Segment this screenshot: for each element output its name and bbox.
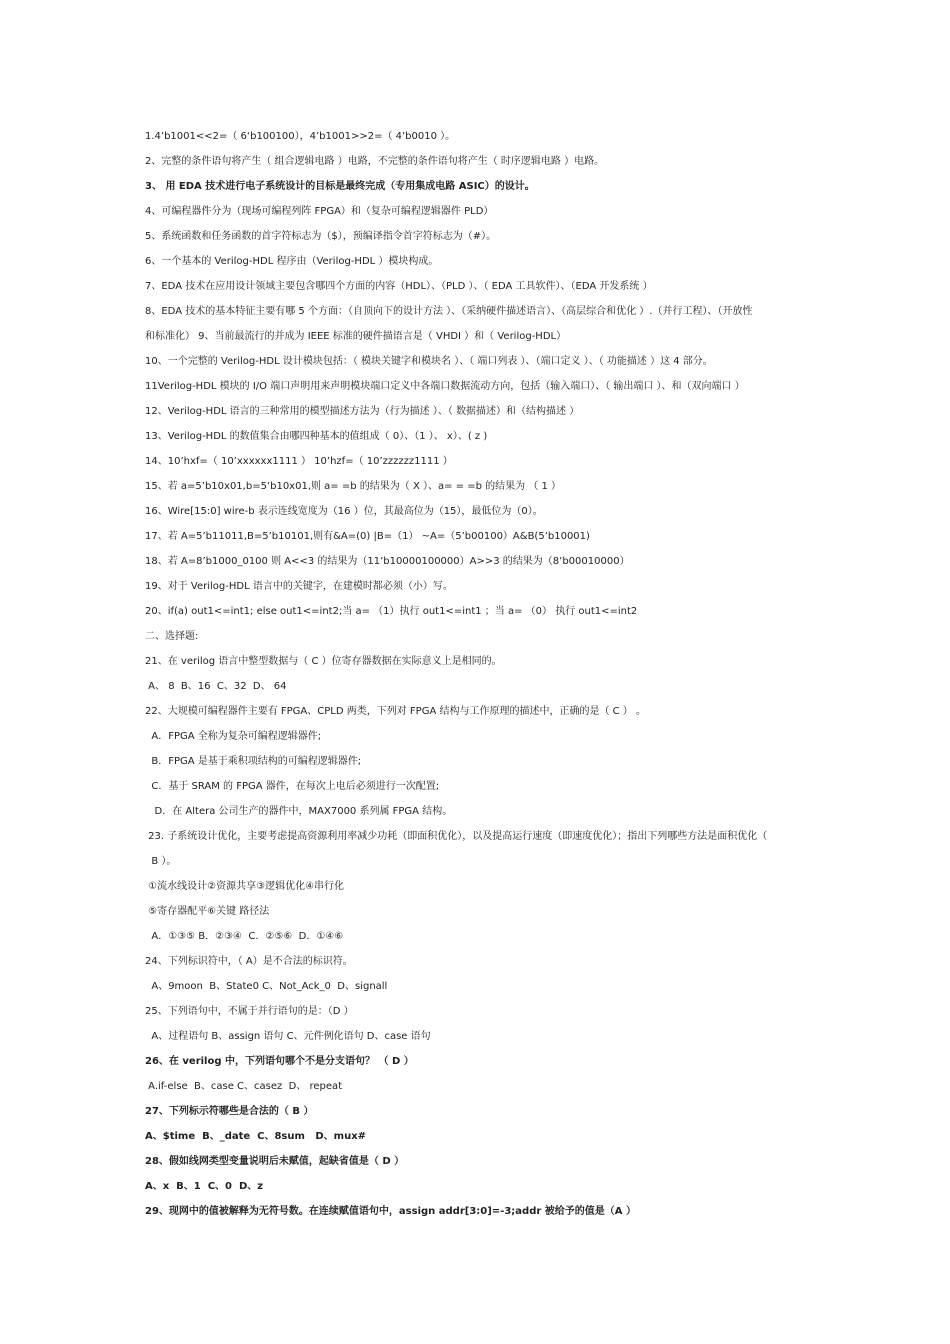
text-line: 2、完整的条件语句将产生（ 组合逻辑电路 ）电路，不完整的条件语句将产生（ 时序逻辑电路 ）电路。 xyxy=(145,156,605,167)
text-line: 21、在 verilog 语言中整型数据与（ C ）位寄存器数据在实际意义上是相同的。 xyxy=(145,656,502,667)
text-line: 23. 子系统设计优化，主要考虑提高资源利用率减少功耗（即面积优化），以及提高运行速度（即速度优化）；指出下列哪些方法是面积优化（ xyxy=(145,831,768,842)
text-line: 3、 用 EDA 技术进行电子系统设计的目标是最终完成（专用集成电路 ASIC）的设计。 xyxy=(145,181,535,192)
text-line: 18、若 A=8’b1000_0100 则 A<<3 的结果为（11’b10000100000）A>>3 的结果为（8’b00010000） xyxy=(145,556,630,567)
text-line: 13、Verilog-HDL 的数值集合由哪四种基本的值组成（ 0）、（1 ）、 x）、( z ) xyxy=(145,431,488,442)
text-line: 19、对于 Verilog-HDL 语言中的关键字，在建模时都必须（小）写。 xyxy=(145,581,453,592)
text-line: 24、下列标识符中，（ A）是不合法的标识符。 xyxy=(145,956,353,967)
text-line: 29、现网中的值被解释为无符号数。在连续赋值语句中，assign addr[3:0]=-3;addr 被给予的值是（A ） xyxy=(145,1206,636,1217)
text-line: A．①③⑤ B．②③④ C．②⑤⑥ D．①④⑥ xyxy=(145,931,344,942)
text-line: B．FPGA 是基于乘积项结构的可编程逻辑器件; xyxy=(145,756,362,767)
text-line: C．基于 SRAM 的 FPGA 器件，在每次上电后必须进行一次配置; xyxy=(145,781,440,792)
text-line: 27、下列标示符哪些是合法的（ B ） xyxy=(145,1106,314,1117)
text-line: B ）。 xyxy=(145,856,177,867)
text-line: 16、Wire[15:0] wire-b 表示连线宽度为（16 ）位，其最高位为（15），最低位为（0）。 xyxy=(145,506,543,517)
text-line: 11Verilog-HDL 模块的 I/O 端口声明用来声明模块端口定义中各端口数据流动方向，包括（输入端口）、（ 输出端口 ）、和（双向端口 ） xyxy=(145,381,745,392)
text-line: 5、系统函数和任务函数的首字符标志为（$），预编译指令首字符标志为（#）。 xyxy=(145,231,497,242)
text-line: 1.4’b1001<<2=（ 6‘b100100），4’b1001>>2=（ 4’b0010 ）。 xyxy=(145,131,456,142)
text-line: A．FPGA 全称为复杂可编程逻辑器件; xyxy=(145,731,322,742)
text-line: 15、若 a=5’b10x01,b=5’b10x01,则 a= =b 的结果为（ X ）、a= = =b 的结果为 （ 1 ） xyxy=(145,481,562,492)
text-line: 6、一个基本的 Verilog-HDL 程序由（Verilog-HDL ）模块构成。 xyxy=(145,256,439,267)
text-line: A、 8 B、16 C、32 D、 64 xyxy=(145,681,287,692)
text-line: 20、if(a) out1<=int1; else out1<=int2;当 a= （1）执行 out1<=int1 ；当 a= （0） 执行 out1<=int2 xyxy=(145,606,638,617)
section-heading: 二、选择题: xyxy=(145,631,199,642)
text-line: 7、EDA 技术在应用设计领域主要包含哪四个方面的内容（HDL）、（PLD ）、（ EDA 工具软件）、（EDA 开发系统 ） xyxy=(145,281,653,292)
text-line: ①流水线设计②资源共享③逻辑优化④串行化 xyxy=(145,881,345,892)
text-line: ⑤寄存器配平⑥关键 路径法 xyxy=(145,906,270,917)
text-line: 17、若 A=5’b11011,B=5’b10101,则有&A=(0) |B=（1） ~A=（5’b00100）A&B(5’b10001) xyxy=(145,531,590,542)
text-line: D．在 Altera 公司生产的器件中，MAX7000 系列属 FPGA 结构。 xyxy=(145,806,453,817)
text-line: A、9moon B、State0 C、Not_Ack_0 D、signall xyxy=(145,981,388,992)
text-line: 8、EDA 技术的基本特征主要有哪 5 个方面：（自顶向下的设计方法 ）、（采纳硬件描述语言）、（高层综合和优化 ）.（并行工程）、（开放性 xyxy=(145,306,753,317)
text-line: 22、大规模可编程器件主要有 FPGA、CPLD 两类，下列对 FPGA 结构与工作原理的描述中，正确的是（ C ） 。 xyxy=(145,706,646,717)
text-line: 25、下列语句中，不属于并行语句的是：（D ） xyxy=(145,1006,354,1017)
text-line: 26、在 verilog 中，下列语句哪个不是分支语句？ （ D ） xyxy=(145,1056,414,1067)
text-line: A、x B、1 C、0 D、z xyxy=(145,1181,264,1192)
text-line: 4、可编程器件分为（现场可编程列阵 FPGA）和（复杂可编程逻辑器件 PLD） xyxy=(145,206,494,217)
text-line: 10、一个完整的 Verilog-HDL 设计模块包括：（ 模块关键字和模块名 ）、（ 端口列表 ）、（端口定义 ）、（ 功能描述 ）这 4 部分。 xyxy=(145,356,713,367)
text-line: 和标准化） 9、当前最流行的并成为 IEEE 标准的硬件描语言是（ VHDI ）和（ Verilog-HDL） xyxy=(145,331,567,342)
text-line: 28、假如线网类型变量说明后未赋值，起缺省值是（ D ） xyxy=(145,1156,405,1167)
text-line: 14、10’hxf=（ 10’xxxxxx1111 ） 10’hzf=（ 10’zzzzzz1111 ） xyxy=(145,456,453,467)
text-line: A.if-else B、case C、casez D、 repeat xyxy=(145,1081,343,1092)
text-line: A、$time B、_date C、8sum D、mux# xyxy=(145,1131,367,1142)
text-line: A、过程语句 B、assign 语句 C、元件例化语句 D、case 语句 xyxy=(145,1031,431,1042)
text-line: 12、Verilog-HDL 语言的三种常用的模型描述方法为（行为描述 ）、（ 数据描述）和（结构描述 ） xyxy=(145,406,580,417)
